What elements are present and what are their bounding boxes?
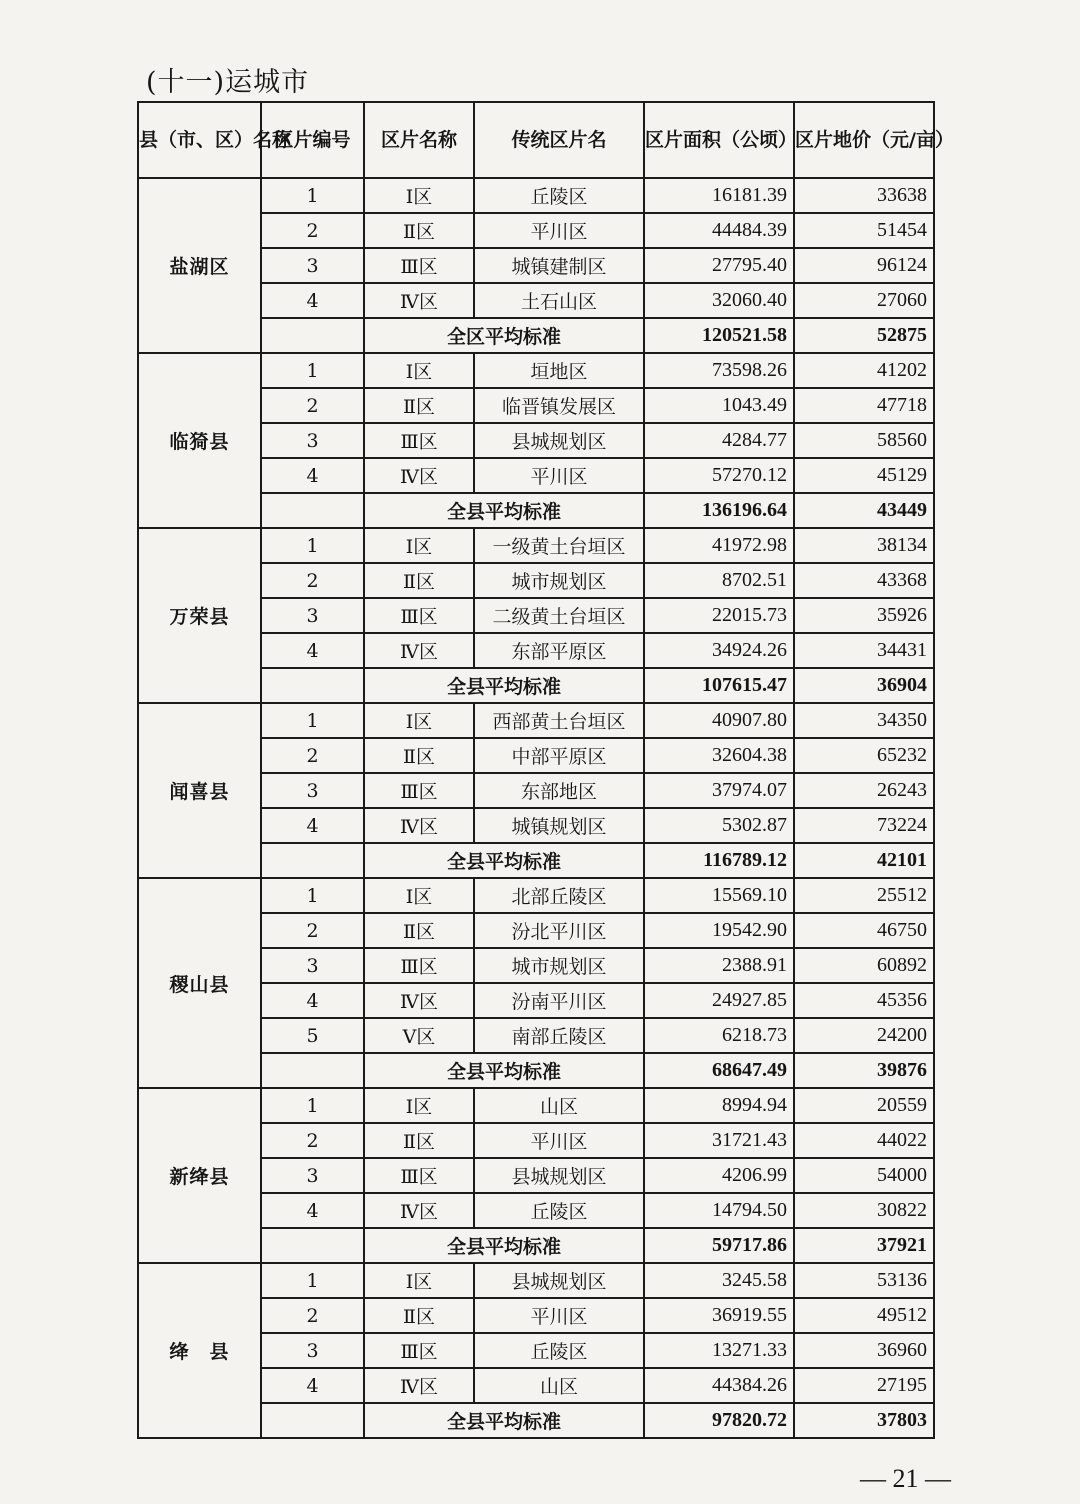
price-cell: 96124	[794, 248, 934, 283]
county-name-cell: 临猗县	[138, 353, 261, 528]
average-label-cell: 全县平均标准	[364, 668, 644, 703]
zone-name-cell: Ⅱ区	[364, 213, 474, 248]
zone-name-cell: Ⅰ区	[364, 178, 474, 213]
zone-name-cell: Ⅱ区	[364, 563, 474, 598]
price-cell: 45356	[794, 983, 934, 1018]
price-cell: 27060	[794, 283, 934, 318]
zone-name-cell: Ⅴ区	[364, 1018, 474, 1053]
zone-name-cell: Ⅲ区	[364, 1158, 474, 1193]
table-row	[138, 1088, 934, 1123]
average-area-cell: 59717.86	[644, 1228, 794, 1263]
price-cell: 54000	[794, 1158, 934, 1193]
area-cell: 37974.07	[644, 773, 794, 808]
traditional-name-cell: 二级黄土台垣区	[474, 598, 644, 633]
area-cell: 6218.73	[644, 1018, 794, 1053]
area-cell: 3245.58	[644, 1263, 794, 1298]
zone-no-cell: 1	[261, 353, 364, 388]
area-cell: 2388.91	[644, 948, 794, 983]
average-label-cell: 全县平均标准	[364, 1403, 644, 1438]
price-cell: 20559	[794, 1088, 934, 1123]
header-area: 区片面积（公顷）	[644, 102, 794, 178]
zone-no-cell: 3	[261, 423, 364, 458]
traditional-name-cell: 城市规划区	[474, 948, 644, 983]
price-cell: 46750	[794, 913, 934, 948]
average-price-cell: 42101	[794, 843, 934, 878]
zone-no-cell: 4	[261, 458, 364, 493]
table-header-row	[138, 102, 934, 178]
traditional-name-cell: 西部黄土台垣区	[474, 703, 644, 738]
price-cell: 60892	[794, 948, 934, 983]
table-row	[138, 1263, 934, 1298]
zone-no-cell: 1	[261, 528, 364, 563]
average-area-cell: 107615.47	[644, 668, 794, 703]
county-name-cell: 绛 县	[138, 1263, 261, 1438]
price-cell: 38134	[794, 528, 934, 563]
area-cell: 31721.43	[644, 1123, 794, 1158]
area-cell: 8994.94	[644, 1088, 794, 1123]
empty-cell	[261, 843, 364, 878]
traditional-name-cell: 丘陵区	[474, 1193, 644, 1228]
traditional-name-cell: 平川区	[474, 458, 644, 493]
average-price-cell: 37921	[794, 1228, 934, 1263]
price-cell: 36960	[794, 1333, 934, 1368]
table-row	[138, 703, 934, 738]
price-cell: 26243	[794, 773, 934, 808]
area-cell: 27795.40	[644, 248, 794, 283]
area-cell: 57270.12	[644, 458, 794, 493]
traditional-name-cell: 山区	[474, 1368, 644, 1403]
zone-name-cell: Ⅲ区	[364, 423, 474, 458]
zone-name-cell: Ⅳ区	[364, 1193, 474, 1228]
zone-no-cell: 4	[261, 1368, 364, 1403]
header-price: 区片地价（元/亩）	[794, 102, 934, 178]
zone-no-cell: 1	[261, 1088, 364, 1123]
zone-no-cell: 4	[261, 983, 364, 1018]
county-name-cell: 万荣县	[138, 528, 261, 703]
average-area-cell: 120521.58	[644, 318, 794, 353]
zone-no-cell: 4	[261, 633, 364, 668]
zone-name-cell: Ⅲ区	[364, 948, 474, 983]
traditional-name-cell: 山区	[474, 1088, 644, 1123]
traditional-name-cell: 南部丘陵区	[474, 1018, 644, 1053]
traditional-name-cell: 县城规划区	[474, 1263, 644, 1298]
traditional-name-cell: 城市规划区	[474, 563, 644, 598]
price-cell: 65232	[794, 738, 934, 773]
average-area-cell: 116789.12	[644, 843, 794, 878]
area-cell: 32604.38	[644, 738, 794, 773]
table-body	[138, 178, 934, 1438]
page-title: (十一)运城市	[146, 67, 310, 98]
price-cell: 58560	[794, 423, 934, 458]
table-row	[138, 353, 934, 388]
area-cell: 4206.99	[644, 1158, 794, 1193]
area-cell: 24927.85	[644, 983, 794, 1018]
zone-no-cell: 2	[261, 388, 364, 423]
average-label-cell: 全区平均标准	[364, 318, 644, 353]
average-area-cell: 97820.72	[644, 1403, 794, 1438]
traditional-name-cell: 东部地区	[474, 773, 644, 808]
area-cell: 16181.39	[644, 178, 794, 213]
traditional-name-cell: 汾南平川区	[474, 983, 644, 1018]
average-price-cell: 36904	[794, 668, 934, 703]
traditional-name-cell: 东部平原区	[474, 633, 644, 668]
table-row	[138, 528, 934, 563]
area-cell: 41972.98	[644, 528, 794, 563]
price-cell: 44022	[794, 1123, 934, 1158]
zone-no-cell: 4	[261, 1193, 364, 1228]
traditional-name-cell: 垣地区	[474, 353, 644, 388]
zone-no-cell: 2	[261, 738, 364, 773]
traditional-name-cell: 北部丘陵区	[474, 878, 644, 913]
zone-no-cell: 1	[261, 1263, 364, 1298]
zone-name-cell: Ⅱ区	[364, 913, 474, 948]
zone-no-cell: 2	[261, 913, 364, 948]
price-cell: 47718	[794, 388, 934, 423]
traditional-name-cell: 一级黄土台垣区	[474, 528, 644, 563]
zone-no-cell: 5	[261, 1018, 364, 1053]
zone-no-cell: 4	[261, 808, 364, 843]
header-county: 县（市、区）名称	[138, 102, 261, 178]
price-cell: 30822	[794, 1193, 934, 1228]
price-cell: 51454	[794, 213, 934, 248]
zone-name-cell: Ⅱ区	[364, 1123, 474, 1158]
zone-no-cell: 3	[261, 1158, 364, 1193]
zone-name-cell: Ⅰ区	[364, 1088, 474, 1123]
zone-name-cell: Ⅰ区	[364, 878, 474, 913]
price-cell: 34350	[794, 703, 934, 738]
zone-no-cell: 3	[261, 773, 364, 808]
zone-no-cell: 2	[261, 1123, 364, 1158]
zone-name-cell: Ⅱ区	[364, 738, 474, 773]
table-row	[138, 878, 934, 913]
zone-name-cell: Ⅲ区	[364, 248, 474, 283]
zone-no-cell: 3	[261, 948, 364, 983]
area-cell: 5302.87	[644, 808, 794, 843]
price-cell: 49512	[794, 1298, 934, 1333]
traditional-name-cell: 平川区	[474, 1123, 644, 1158]
price-cell: 25512	[794, 878, 934, 913]
area-cell: 73598.26	[644, 353, 794, 388]
zone-no-cell: 2	[261, 213, 364, 248]
zone-no-cell: 2	[261, 563, 364, 598]
average-area-cell: 136196.64	[644, 493, 794, 528]
traditional-name-cell: 平川区	[474, 213, 644, 248]
price-cell: 45129	[794, 458, 934, 493]
zone-no-cell: 1	[261, 178, 364, 213]
area-cell: 8702.51	[644, 563, 794, 598]
area-cell: 34924.26	[644, 633, 794, 668]
traditional-name-cell: 丘陵区	[474, 178, 644, 213]
area-cell: 4284.77	[644, 423, 794, 458]
zone-no-cell: 1	[261, 703, 364, 738]
zone-name-cell: Ⅰ区	[364, 528, 474, 563]
empty-cell	[261, 1403, 364, 1438]
traditional-name-cell: 县城规划区	[474, 1158, 644, 1193]
area-cell: 15569.10	[644, 878, 794, 913]
zone-name-cell: Ⅲ区	[364, 1333, 474, 1368]
traditional-name-cell: 丘陵区	[474, 1333, 644, 1368]
area-cell: 1043.49	[644, 388, 794, 423]
price-cell: 53136	[794, 1263, 934, 1298]
price-cell: 27195	[794, 1368, 934, 1403]
county-name-cell: 新绛县	[138, 1088, 261, 1263]
area-cell: 19542.90	[644, 913, 794, 948]
average-price-cell: 39876	[794, 1053, 934, 1088]
price-cell: 33638	[794, 178, 934, 213]
average-price-cell: 52875	[794, 318, 934, 353]
area-cell: 40907.80	[644, 703, 794, 738]
zone-name-cell: Ⅰ区	[364, 1263, 474, 1298]
header-traditional: 传统区片名	[474, 102, 644, 178]
zone-name-cell: Ⅰ区	[364, 353, 474, 388]
zone-name-cell: Ⅳ区	[364, 633, 474, 668]
traditional-name-cell: 城镇规划区	[474, 808, 644, 843]
price-cell: 35926	[794, 598, 934, 633]
traditional-name-cell: 汾北平川区	[474, 913, 644, 948]
table-row	[138, 178, 934, 213]
average-label-cell: 全县平均标准	[364, 493, 644, 528]
zone-no-cell: 1	[261, 878, 364, 913]
area-cell: 22015.73	[644, 598, 794, 633]
average-price-cell: 37803	[794, 1403, 934, 1438]
average-price-cell: 43449	[794, 493, 934, 528]
zone-name-cell: Ⅱ区	[364, 388, 474, 423]
area-cell: 32060.40	[644, 283, 794, 318]
traditional-name-cell: 城镇建制区	[474, 248, 644, 283]
zone-no-cell: 3	[261, 598, 364, 633]
zone-no-cell: 3	[261, 1333, 364, 1368]
area-cell: 13271.33	[644, 1333, 794, 1368]
empty-cell	[261, 1053, 364, 1088]
zone-name-cell: Ⅱ区	[364, 1298, 474, 1333]
area-cell: 14794.50	[644, 1193, 794, 1228]
price-cell: 43368	[794, 563, 934, 598]
area-cell: 44484.39	[644, 213, 794, 248]
county-name-cell: 闻喜县	[138, 703, 261, 878]
average-label-cell: 全县平均标准	[364, 843, 644, 878]
average-label-cell: 全县平均标准	[364, 1053, 644, 1088]
traditional-name-cell: 临晋镇发展区	[474, 388, 644, 423]
traditional-name-cell: 县城规划区	[474, 423, 644, 458]
county-name-cell: 盐湖区	[138, 178, 261, 353]
average-label-cell: 全县平均标准	[364, 1228, 644, 1263]
zone-name-cell: Ⅳ区	[364, 983, 474, 1018]
zone-no-cell: 3	[261, 248, 364, 283]
land-price-table	[137, 101, 954, 1439]
zone-name-cell: Ⅲ区	[364, 773, 474, 808]
zone-name-cell: Ⅳ区	[364, 1368, 474, 1403]
zone-name-cell: Ⅳ区	[364, 808, 474, 843]
county-name-cell: 稷山县	[138, 878, 261, 1088]
empty-cell	[261, 668, 364, 703]
page-number: — 21 —	[860, 1464, 951, 1493]
traditional-name-cell: 土石山区	[474, 283, 644, 318]
zone-no-cell: 4	[261, 283, 364, 318]
average-area-cell: 68647.49	[644, 1053, 794, 1088]
area-cell: 44384.26	[644, 1368, 794, 1403]
area-cell: 36919.55	[644, 1298, 794, 1333]
empty-cell	[261, 318, 364, 353]
zone-no-cell: 2	[261, 1298, 364, 1333]
price-cell: 34431	[794, 633, 934, 668]
empty-cell	[261, 493, 364, 528]
price-cell: 73224	[794, 808, 934, 843]
price-cell: 24200	[794, 1018, 934, 1053]
price-cell: 41202	[794, 353, 934, 388]
empty-cell	[261, 1228, 364, 1263]
zone-name-cell: Ⅳ区	[364, 458, 474, 493]
header-zone-no: 区片编号	[261, 102, 364, 178]
traditional-name-cell: 中部平原区	[474, 738, 644, 773]
header-zone-name: 区片名称	[364, 102, 474, 178]
traditional-name-cell: 平川区	[474, 1298, 644, 1333]
zone-name-cell: Ⅰ区	[364, 703, 474, 738]
zone-name-cell: Ⅳ区	[364, 283, 474, 318]
zone-name-cell: Ⅲ区	[364, 598, 474, 633]
